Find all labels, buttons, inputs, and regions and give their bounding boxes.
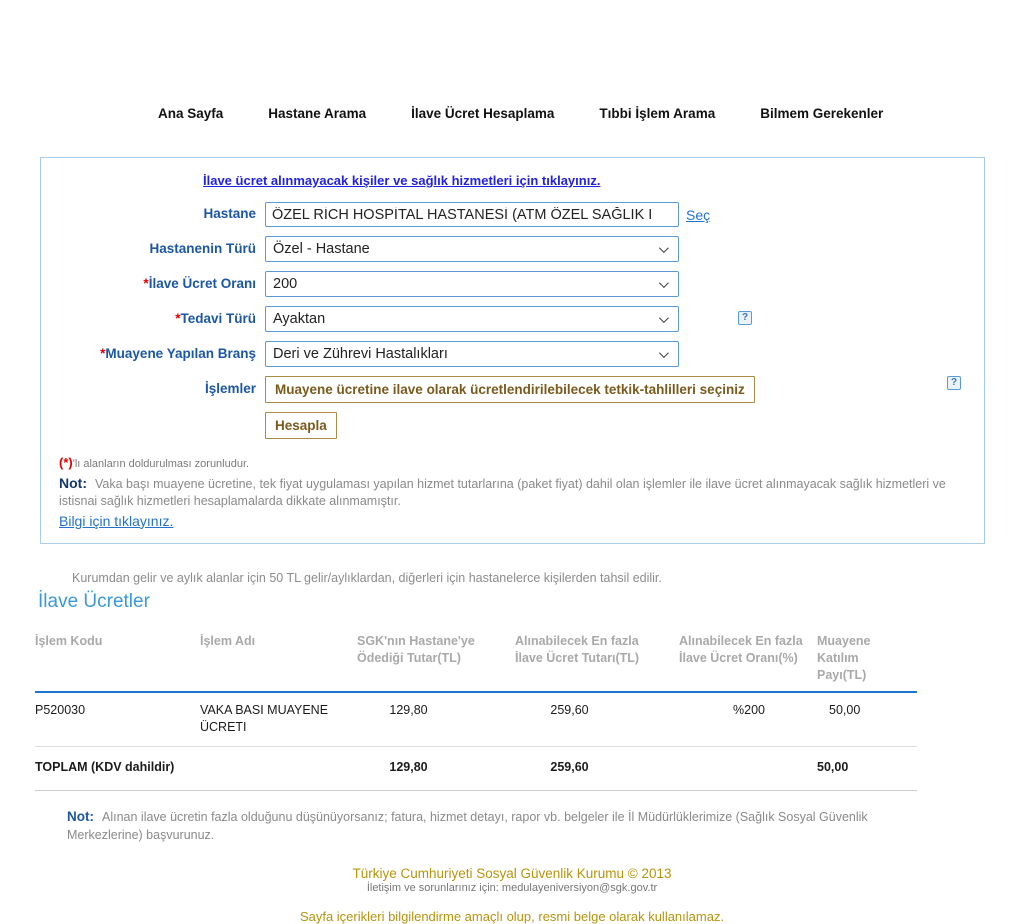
ilave-ucret-orani-row xyxy=(41,271,984,297)
tedavi-turu-label: *Tedavi Türü xyxy=(175,310,256,326)
cell-ilave-tutar: 259,60 xyxy=(515,692,679,746)
bilgi-link[interactable]: Bilgi için tıklayınız. xyxy=(59,512,174,529)
nav-item-hastane-arama[interactable]: Hastane Arama xyxy=(268,106,367,121)
result-note: Not: Alınan ilave ücretin fazla olduğunu düşünüyorsanız; fatura, hizmet detayı, rapor vb. belgeler ile İl Müdürlüklerimize (Sağlık Sosyal Güvenlik Merkezlerine) başvurunuz. xyxy=(67,809,868,842)
muayene-brans-row xyxy=(41,341,984,367)
total-ilave-tutar: 259,60 xyxy=(515,747,679,791)
required-fields-note: (*)'lı alanların doldurulması zorunludur. xyxy=(59,455,250,470)
hastane-turu-select[interactable] xyxy=(265,236,679,262)
col-ilave-ucret-tutari: Alınabilecek En fazla İlave Ücret Tutarı(TL) xyxy=(515,627,679,693)
cell-odenen: 129,80 xyxy=(357,692,515,746)
total-katilim: 50,00 xyxy=(817,747,917,791)
col-katilim-payi: Muayene Katılım Payı(TL) xyxy=(817,627,917,693)
total-empty xyxy=(679,747,817,791)
islemler-label: İşlemler xyxy=(204,381,256,396)
muayene-brans-label: *Muayene Yapılan Branş xyxy=(100,345,256,361)
col-islem-adi: İşlem Adı xyxy=(200,627,357,693)
footer-contact: İletişim ve sorunlarınız için: medulayeniversiyon@sgk.gov.tr xyxy=(366,882,658,895)
fee-table xyxy=(35,627,917,791)
chevron-down-icon xyxy=(659,313,669,323)
tedavi-turu-help-icon[interactable]: ? xyxy=(738,311,752,325)
col-islem-kodu: İşlem Kodu xyxy=(35,627,200,693)
chevron-down-icon xyxy=(659,348,669,358)
chevron-down-icon xyxy=(659,278,669,288)
form-note: Not: Vaka başı muayene ücretine, tek fiyat uygulaması yapılan hizmet tutarlarına (paket fiyat) dahil olan işlemler ile ilave ücret alınmayacak sağlık hizmetleri ve istisnai sağlık hizmetleri hesaplamalarda dikkate alınmamıştır. xyxy=(59,475,946,508)
muayene-brans-value: Deri ve Zührevi Hastalıkları xyxy=(273,346,448,362)
total-odenen: 129,80 xyxy=(357,747,515,791)
hastane-turu-label: Hastanenin Türü xyxy=(149,240,256,256)
footer xyxy=(0,866,1024,924)
required-asterisk: * xyxy=(143,275,149,291)
nav-item-bilmem-gerekenler[interactable]: Bilmem Gerekenler xyxy=(760,106,884,121)
total-label: TOPLAM (KDV dahildir) xyxy=(35,747,200,791)
hastane-label: Hastane xyxy=(203,206,256,222)
form-note-label: Not: xyxy=(59,475,87,491)
required-asterisk: * xyxy=(175,310,181,326)
table-total-row xyxy=(35,747,917,791)
tetkik-sec-button[interactable]: Muayene ücretine ilave olarak ücretlendirilebilecek tetkik-tahlilleri seçiniz xyxy=(265,376,755,403)
nav-item-ilave-ucret-hesaplama[interactable]: İlave Ücret Hesaplama xyxy=(411,106,555,121)
muayene-brans-select[interactable] xyxy=(265,341,679,367)
col-odenen-tutar: SGK'nın Hastane'ye Ödediği Tutar(TL) xyxy=(357,627,515,693)
hastane-row xyxy=(41,202,984,227)
col-ilave-ucret-orani: Alınabilecek En fazla İlave Ücret Oranı(%) xyxy=(679,627,817,693)
cell-ilave-oran: %200 xyxy=(679,692,817,746)
cell-katilim: 50,00 xyxy=(817,692,917,746)
collection-info-text: Kurumdan gelir ve aylık alanlar için 50 TL gelir/aylıklardan, diğerleri için hastanelerce kişilerden tahsil edilir. xyxy=(72,570,662,585)
ilave-ucret-orani-value: 200 xyxy=(273,276,298,292)
nav-item-ana-sayfa[interactable]: Ana Sayfa xyxy=(158,106,224,121)
tedavi-turu-select[interactable] xyxy=(265,306,679,332)
tedavi-turu-value: Ayaktan xyxy=(273,311,326,327)
hesapla-button[interactable]: Hesapla xyxy=(265,412,337,439)
footer-disclaimer: Sayfa içerikleri bilgilendirme amaçlı olup, resmi belge olarak kullanılamaz. xyxy=(299,909,725,924)
cell-islem-adi: VAKA BASI MUAYENE ÜCRETI xyxy=(200,692,357,746)
tedavi-turu-row xyxy=(41,306,984,332)
chevron-down-icon xyxy=(659,243,669,253)
calculation-form-panel xyxy=(40,157,985,544)
nav-item-tibbi-islem-arama[interactable]: Tıbbi İşlem Arama xyxy=(599,106,716,121)
required-note-mark: (*) xyxy=(59,455,73,470)
ilave-ucret-orani-label: *İlave Ücret Oranı xyxy=(143,275,256,291)
hastane-turu-value: Özel - Hastane xyxy=(273,241,370,257)
islemler-help-icon[interactable]: ? xyxy=(947,376,961,390)
footer-copyright: Türkiye Cumhuriyeti Sosyal Güvenlik Kurumu © 2013 xyxy=(352,866,672,882)
result-note-label: Not: xyxy=(67,809,94,825)
table-row xyxy=(35,692,917,746)
ilave-ucret-orani-select[interactable] xyxy=(265,271,679,297)
exempt-persons-link[interactable]: İlave ücret alınmayacak kişiler ve sağlık hizmetleri için tıklayınız. xyxy=(203,173,601,188)
fee-table-header-row xyxy=(35,627,917,693)
hastane-turu-row xyxy=(41,236,984,262)
panel-notes xyxy=(59,455,984,531)
required-asterisk: * xyxy=(100,345,106,361)
ilave-ucretler-heading: İlave Ücretler xyxy=(38,590,150,612)
hesapla-row xyxy=(41,412,984,439)
total-empty xyxy=(200,747,357,791)
islemler-row xyxy=(41,376,984,403)
hastane-input[interactable] xyxy=(265,202,679,227)
hastane-sec-link[interactable]: Seç xyxy=(686,206,711,223)
cell-islem-kodu: P520030 xyxy=(35,692,200,746)
main-nav xyxy=(0,0,1024,121)
